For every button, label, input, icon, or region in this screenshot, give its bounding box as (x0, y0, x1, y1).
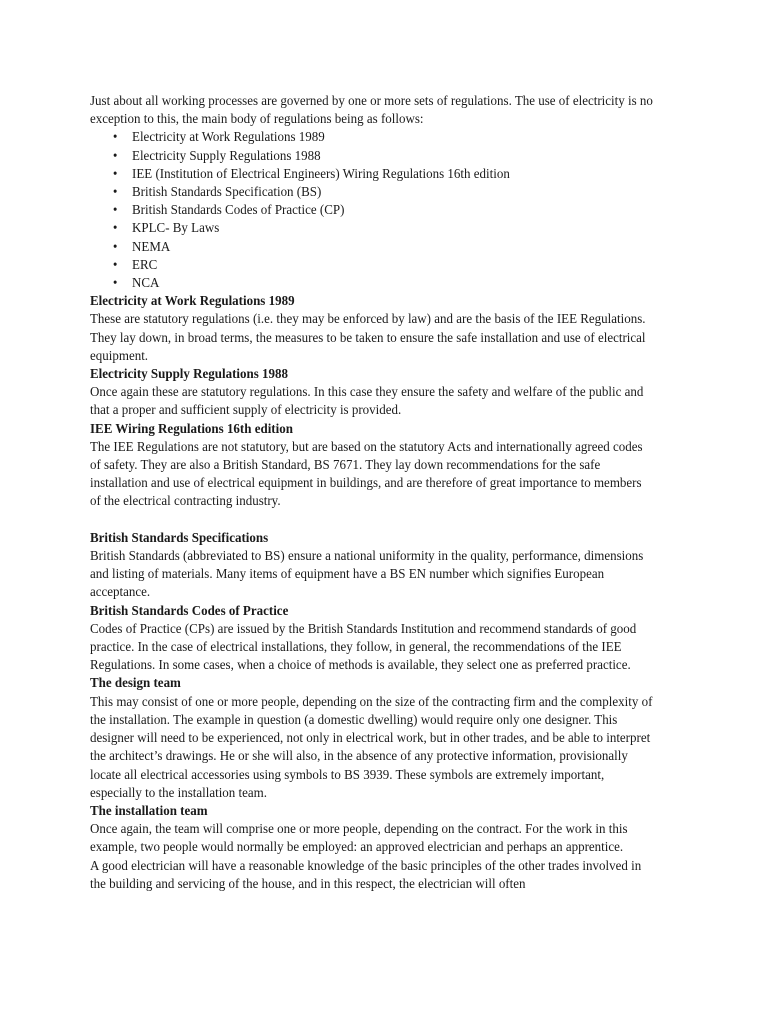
bullet-glyph: • (112, 202, 118, 218)
list-item (90, 238, 653, 256)
section-heading-installation-team: The installation team (90, 802, 208, 818)
bullet-glyph: • (112, 129, 118, 145)
intro-paragraph: Just about all working processes are governed by one or more sets of regulations. The use of electricity is no exception to this, the main body of regulations being as follows: (90, 93, 653, 127)
document-page (90, 92, 653, 893)
list-item-text: IEE (Institution of Electrical Engineers) Wiring Regulations 16th edition (132, 165, 510, 181)
list-item-text: Electricity at Work Regulations 1989 (132, 129, 325, 145)
section-heading-design-team: The design team (90, 675, 181, 691)
section-body-electricity-supply: Once again these are statutory regulations. In this case they ensure the safety and welfare of the public and that a proper and sufficient supply of electricity is provided. (90, 384, 644, 418)
list-item (90, 219, 653, 237)
bullet-glyph: • (112, 238, 118, 254)
regulations-list (90, 128, 653, 292)
list-item-text: British Standards Specification (BS) (132, 184, 322, 200)
bullet-glyph: • (112, 184, 118, 200)
bullet-glyph: • (112, 275, 118, 291)
section-heading-bs-codes-of-practice: British Standards Codes of Practice (90, 602, 289, 618)
bullet-glyph: • (112, 165, 118, 181)
list-item (90, 201, 653, 219)
bullet-glyph: • (112, 220, 118, 236)
list-item-text: NEMA (132, 238, 171, 254)
list-item-text: ERC (132, 256, 158, 272)
section-heading-electricity-at-work: Electricity at Work Regulations 1989 (90, 293, 295, 309)
list-item (90, 128, 653, 146)
bullet-glyph: • (112, 147, 118, 163)
list-item-text: NCA (132, 275, 160, 291)
list-item (90, 256, 653, 274)
list-item-text: British Standards Codes of Practice (CP) (132, 202, 345, 218)
section-body-bs-codes-of-practice: Codes of Practice (CPs) are issued by the British Standards Institution and recommend standards of good practice. In the case of electrical installations, they follow, in general, the recommendations of the IEE Regulations. In some cases, when a choice of methods is available, they select one as preferred practice. (90, 620, 637, 673)
section-heading-electricity-supply: Electricity Supply Regulations 1988 (90, 366, 288, 382)
list-item (90, 147, 653, 165)
section-body-installation-team: Once again, the team will comprise one or more people, depending on the contract. For the work in this example, two people would normally be employed: an approved electrician and perhaps an apprentice. (90, 821, 628, 855)
section-body-electricity-at-work: These are statutory regulations (i.e. they may be enforced by law) and are the basis of the IEE Regulations. They lay down, in broad terms, the measures to be taken to ensure the safe installation and use of electrical equipment. (90, 311, 646, 363)
list-item (90, 183, 653, 201)
section-heading-bs-specifications: British Standards Specifications (90, 529, 269, 545)
list-item-text: KPLC- By Laws (132, 220, 220, 236)
list-item (90, 274, 653, 292)
list-item (90, 165, 653, 183)
section-body-installation-team-continued: A good electrician will have a reasonable knowledge of the basic principles of the other trades involved in the building and servicing of the house, and in this respect, the electrician will often (90, 857, 642, 891)
bullet-glyph: • (112, 256, 118, 272)
section-body-bs-specifications: British Standards (abbreviated to BS) ensure a national uniformity in the quality, performance, dimensions and listing of materials. Many items of equipment have a BS EN number which signifies European acceptance. (90, 548, 644, 600)
paragraph-spacer (90, 511, 653, 529)
section-body-iee-wiring: The IEE Regulations are not statutory, but are based on the statutory Acts and internationally agreed codes of safety. They are also a British Standard, BS 7671. They lay down recommendations for the safe installation and use of electrical equipment in buildings, and are therefore of great importance to members of the electrical contracting industry. (90, 438, 643, 509)
list-item-text: Electricity Supply Regulations 1988 (132, 147, 321, 163)
section-heading-iee-wiring: IEE Wiring Regulations 16th edition (90, 420, 293, 436)
section-body-design-team: This may consist of one or more people, depending on the size of the contracting firm and the complexity of the installation. The example in question (a domestic dwelling) would require only one designer. This designer will need to be experienced, not only in electrical work, but in other trades, and be able to interpret the architect’s drawings. He or she will also, in the absence of any protective information, provisionally locate all electrical accessories using symbols to BS 3939. These symbols are extremely important, especially to the installation team. (90, 693, 653, 800)
